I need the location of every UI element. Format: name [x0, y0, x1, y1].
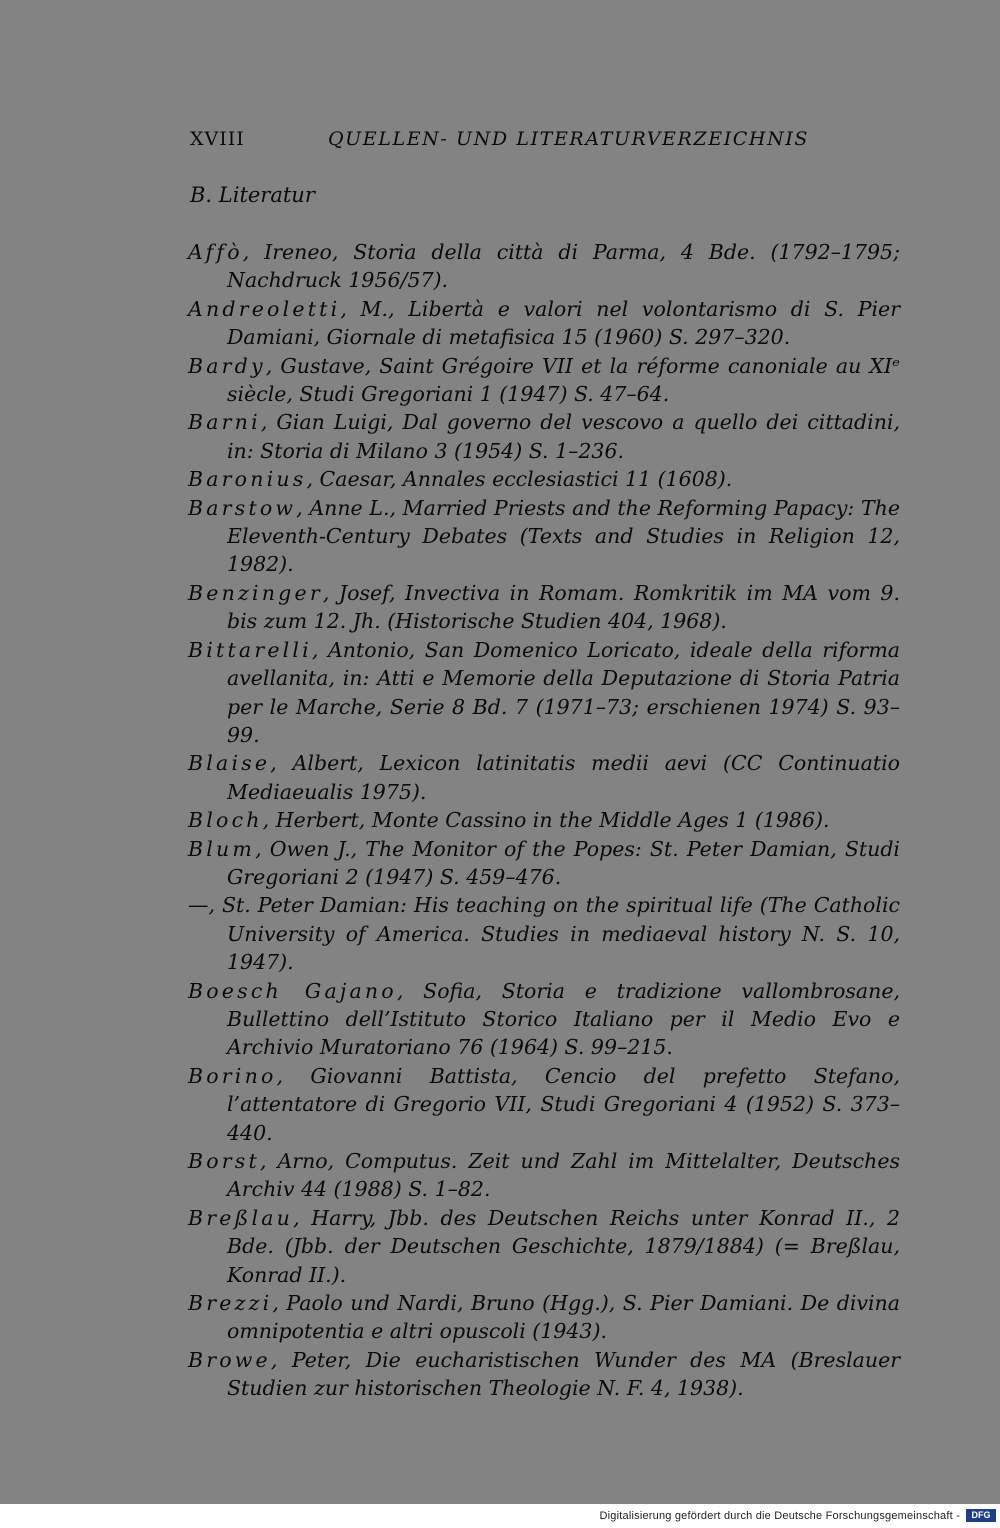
entry-author: Breßlau: [188, 1205, 294, 1230]
entry-text: , M., Libertà e valori nel volontarismo di S. Pier Damiani, Giornale di metafisica 15 (1960) S. 297–320.: [227, 296, 900, 350]
entry-text: , Albert, Lexicon latinitatis medii aevi (CC Continuatio Mediaeualis 1975).: [227, 751, 900, 804]
entry-author: Blum: [188, 836, 256, 861]
bibliography-entry: [188, 1062, 900, 1147]
bibliography-entry: [188, 806, 900, 834]
funding-note: Digitalisierung gefördert durch die Deutsche Forschungsgemeinschaft -: [599, 1510, 960, 1522]
entry-text: , Owen J., The Monitor of the Popes: St. Peter Damian, Studi Gregoriani 2 (1947) S. 459–476.: [227, 836, 900, 889]
section-title: B. Literatur: [190, 183, 315, 207]
bibliography-entry: [188, 749, 900, 806]
entry-text: , Sofia, Storia e tradizione vallombrosane, Bullettino dell’Istituto Storico Italiano per il Medio Evo e Archivio Muratoriano 76 (1964) S. 99–215.: [227, 978, 900, 1060]
bibliography-entry: [188, 636, 900, 750]
bibliography-entry: [188, 1147, 900, 1204]
bibliography-entry: [188, 408, 900, 465]
entry-text: , Gian Luigi, Dal governo del vescovo a quello dei cittadini, in: Storia di Milano 3 (1954) S. 1–236.: [227, 410, 900, 463]
entry-author: Barstow: [188, 495, 297, 520]
bibliography-list: [188, 238, 900, 1403]
bibliography-entry: [188, 295, 900, 352]
bibliography-entry: [188, 1346, 900, 1403]
bibliography-entry: [188, 891, 900, 976]
entry-text: , Anne L., Married Priests and the Reforming Papacy: The Eleventh-Century Debates (Texts and Studies in Religion 12, 1982).: [227, 495, 900, 577]
footer-bar: [0, 1504, 1000, 1528]
entry-text: —, St. Peter Damian: His teaching on the spiritual life (The Catholic University of America. Studies in mediaeval history N. S. 10, 1947).: [188, 893, 900, 975]
bibliography-entry: [188, 1204, 900, 1289]
dfg-logo: DFG: [966, 1509, 996, 1522]
entry-author: Borino: [188, 1063, 277, 1088]
bibliography-entry: [188, 465, 900, 493]
entry-text: , Caesar, Annales ecclesiastici 11 (1608).: [306, 467, 733, 492]
entry-text: , Giovanni Battista, Cencio del prefetto Stefano, l’attentatore di Gregorio VII, Studi Gregoriani 4 (1952) S. 373–440.: [227, 1063, 900, 1145]
entry-author: Brezzi: [188, 1291, 273, 1316]
running-title: QUELLEN- UND LITERATURVERZEICHNIS: [328, 128, 810, 150]
bibliography-entry: [188, 579, 900, 636]
entry-author: Boesch Gajano: [188, 978, 397, 1003]
entry-author: Browe: [188, 1347, 271, 1372]
bibliography-entry: [188, 977, 900, 1062]
entry-text: , Antonio, San Domenico Loricato, ideale della riforma avellanita, in: Atti e Memorie della Deputazione di Storia Patria per le Marche, Serie 8 Bd. 7 (1971–73; erschienen 1974) S. 93–99.: [227, 637, 900, 747]
page-number: XVIII: [190, 128, 245, 150]
bibliography-entry: [188, 494, 900, 579]
entry-author: Borst: [188, 1149, 260, 1173]
entry-author: Barni: [188, 410, 261, 435]
entry-author: Bloch: [188, 808, 263, 833]
entry-author: Affò: [188, 240, 243, 264]
entry-text: , Harry, Jbb. des Deutschen Reichs unter Konrad II., 2 Bde. (Jbb. der Deutschen Geschichte, 1879/1884) (= Breßlau, Konrad II.).: [227, 1205, 900, 1287]
entry-author: Benzinger: [188, 580, 323, 605]
entry-text: , Gustave, Saint Grégoire VII et la réforme canoniale au XIᵉ siècle, Studi Gregoriani 1 (1947) S. 47–64.: [227, 353, 900, 407]
entry-text: , Josef, Invectiva in Romam. Romkritik im MA vom 9. bis zum 12. Jh. (Historische Studien 404, 1968).: [227, 580, 900, 634]
entry-author: Bittarelli: [188, 637, 312, 662]
entry-text: , Peter, Die eucharistischen Wunder des MA (Breslauer Studien zur historischen Theologie N. F. 4, 1938).: [227, 1347, 900, 1401]
entry-text: , Ireneo, Storia della città di Parma, 4 Bde. (1792–1795; Nachdruck 1956/57).: [227, 240, 900, 293]
entry-author: Andreoletti: [188, 296, 341, 321]
entry-text: , Herbert, Monte Cassino in the Middle Ages 1 (1986).: [262, 808, 830, 833]
bibliography-entry: [188, 835, 900, 892]
entry-author: Bardy: [188, 353, 266, 378]
bibliography-entry: [188, 352, 900, 409]
bibliography-entry: [188, 238, 900, 295]
entry-author: Baronius: [188, 467, 307, 492]
entry-text: , Paolo und Nardi, Bruno (Hgg.), S. Pier Damiani. De divina omnipotentia e altri opuscoli (1943).: [227, 1291, 900, 1344]
bibliography-entry: [188, 1289, 900, 1346]
entry-text: , Arno, Computus. Zeit und Zahl im Mittelalter, Deutsches Archiv 44 (1988) S. 1–82.: [227, 1149, 900, 1202]
entry-author: Blaise: [188, 751, 271, 776]
